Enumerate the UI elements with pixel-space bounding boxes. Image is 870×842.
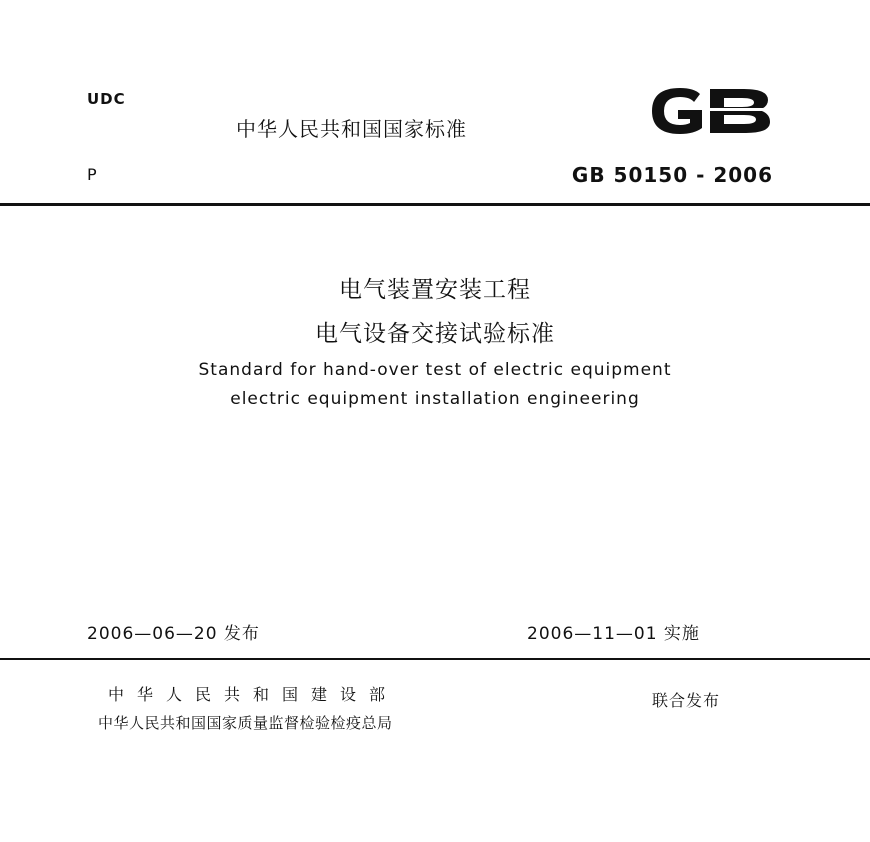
title-en-line2: electric equipment installation engineering — [230, 389, 640, 409]
issuer-ministry: 中华人民共和国建设部 — [108, 685, 399, 704]
issuer-aqsiq: 中华人民共和国国家质量监督检验检疫总局 — [98, 714, 393, 732]
classification-code: P — [87, 165, 97, 184]
bottom-divider — [0, 658, 870, 660]
top-divider — [0, 203, 870, 206]
gb-logo — [648, 86, 774, 136]
national-standard-heading: 中华人民共和国国家标准 — [236, 117, 467, 141]
title-cn-line2: 电气设备交接试验标准 — [315, 321, 555, 347]
issue-date: 2006—06—20 发布 — [87, 624, 260, 644]
title-cn-line1: 电气装置安装工程 — [339, 277, 531, 303]
joint-issue-label: 联合发布 — [652, 691, 721, 710]
udc-label: UDC — [87, 90, 126, 108]
title-en-line1: Standard for hand-over test of electric equipment — [198, 360, 672, 380]
standard-number: GB 50150 - 2006 — [571, 163, 773, 187]
implementation-date: 2006—11—01 实施 — [527, 624, 700, 644]
